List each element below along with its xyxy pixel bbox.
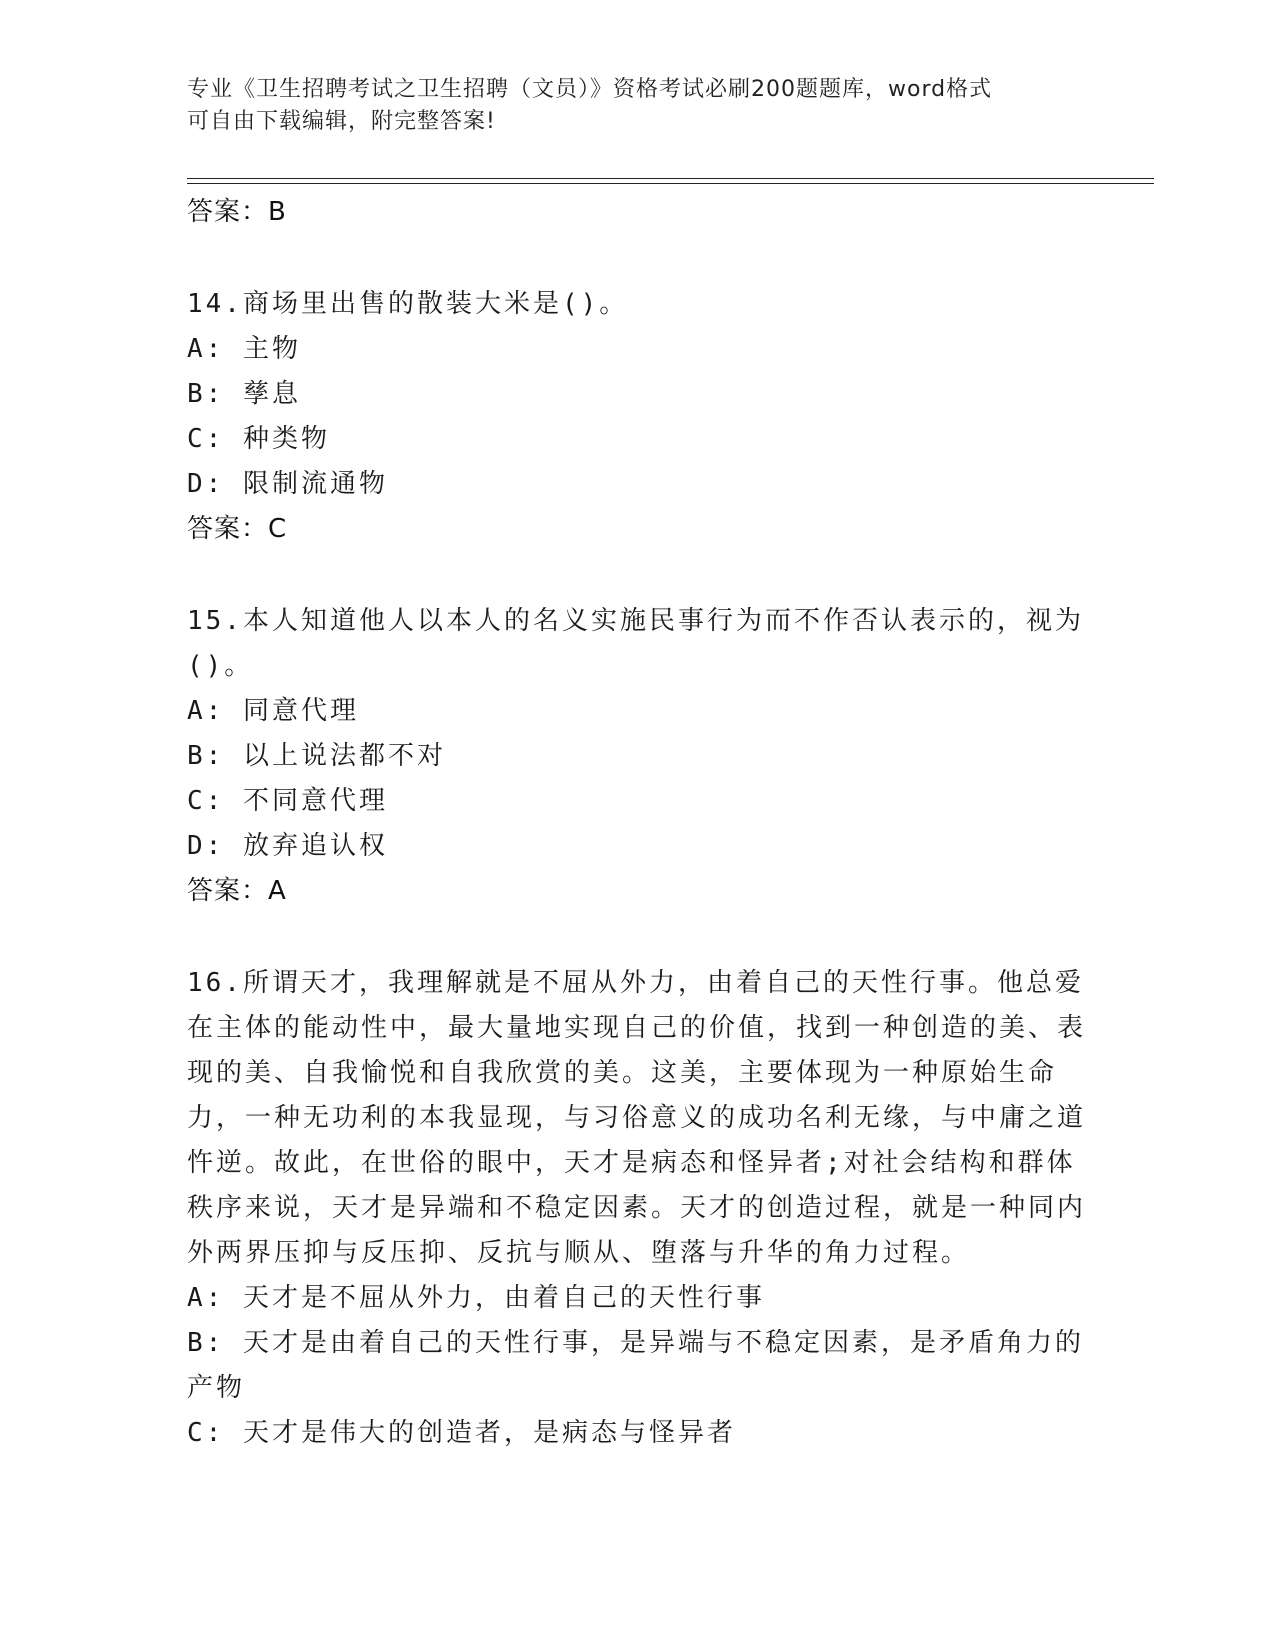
question-14-option-d: D: 限制流通物 [187,469,388,499]
question-15-option-d: D: 放弃追认权 [187,831,388,861]
question-16-option-c: C: 天才是伟大的创造者，是病态与怪异者 [187,1418,736,1448]
question-14-option-c: C: 种类物 [187,424,330,454]
header-rule-bottom [187,183,1154,184]
question-16 [187,961,1087,1456]
question-15 [187,599,1087,914]
question-14 [187,282,1087,552]
question-15-option-a: A: 同意代理 [187,696,359,726]
document-body [187,190,1087,1456]
question-14-answer: 答案：C [187,514,288,544]
header-title-line-2: 可自由下载编辑，附完整答案! [187,109,496,134]
question-16-option-b: B: 天才是由着自己的天性行事，是异端与不稳定因素，是矛盾角力的产物 [187,1328,1084,1403]
spacer [187,914,1087,961]
question-16-option-a: A: 天才是不屈从外力，由着自己的天性行事 [187,1283,765,1313]
answer-line-prev: 答案：B [187,197,287,227]
question-14-text: 14.商场里出售的散装大米是()。 [187,289,629,319]
header-title-line-1: 专业《卫生招聘考试之卫生招聘（文员）》资格考试必刷200题题库，word格式 [187,77,993,102]
spacer [187,235,1087,282]
question-16-text: 16.所谓天才，我理解就是不屈从外力，由着自己的天性行事。他总爱在主体的能动性中，最大量地实现自己的价值，找到一种创造的美、表现的美、自我愉悦和自我欣赏的美。这美，主要体现为一种原始生命力，一种无功利的本我显现，与习俗意义的成功名利无缘，与中庸之道忤逆。故此，在世俗的眼中，天才是病态和怪异者;对社会结构和群体秩序来说，天才是异端和不稳定因素。天才的创造过程，就是一种同内外两界压抑与反压抑、反抗与顺从、堕落与升华的角力过程。 [187,968,1087,1268]
document-header [187,74,1067,138]
question-14-option-a: A: 主物 [187,334,301,364]
spacer [187,552,1087,599]
header-rule-top [187,178,1154,179]
question-15-answer: 答案：A [187,876,287,906]
question-14-option-b: B: 孳息 [187,379,301,409]
question-15-option-b: B: 以上说法都不对 [187,741,446,771]
question-15-option-c: C: 不同意代理 [187,786,388,816]
question-15-text: 15.本人知道他人以本人的名义实施民事行为而不作否认表示的，视为()。 [187,606,1084,681]
